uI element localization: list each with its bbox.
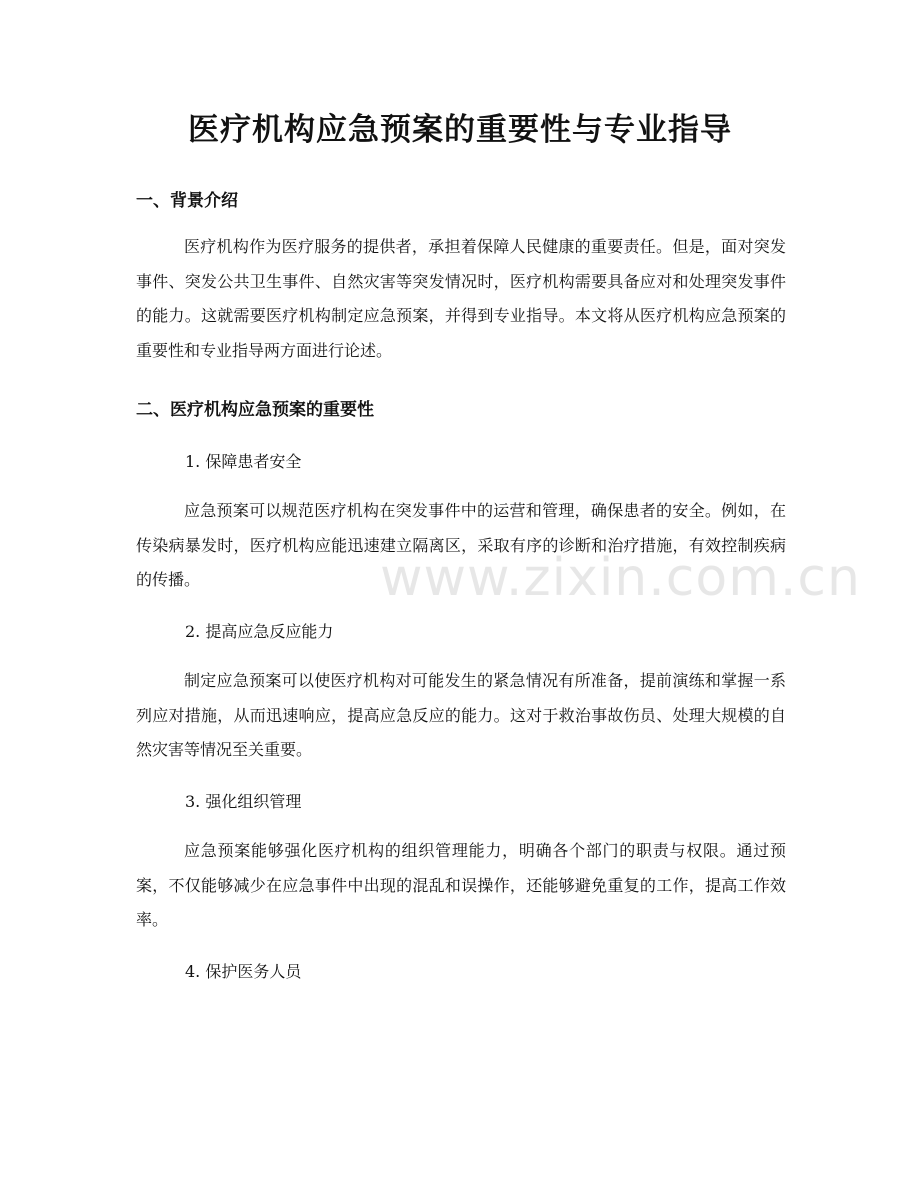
paragraph-background: 医疗机构作为医疗服务的提供者，承担着保障人民健康的重要责任。但是，面对突发事件、突发公共卫生事件、自然灾害等突发情况时，医疗机构需要具备应对和处理突发事件的能力。这就需要医疗机构制定应急预案，并得到专业指导。本文将从医疗机构应急预案的重要性和专业指导两方面进行论述。 bbox=[136, 237, 786, 360]
subheading-organization-management: 3. 强化组织管理 bbox=[185, 792, 302, 811]
section-heading-background: 一、背景介绍 bbox=[136, 191, 238, 211]
subheading-protect-medical-staff: 4. 保护医务人员 bbox=[185, 962, 302, 981]
watermark: www.zixin.com.cn bbox=[380, 548, 861, 608]
subheading-patient-safety: 1. 保障患者安全 bbox=[185, 452, 302, 471]
paragraph-emergency-response: 制定应急预案可以使医疗机构对可能发生的紧急情况有所准备，提前演练和掌握一系列应对措施，从而迅速响应，提高应急反应的能力。这对于救治事故伤员、处理大规模的自然灾害等情况至关重要。 bbox=[136, 671, 786, 759]
subheading-emergency-response: 2. 提高应急反应能力 bbox=[185, 622, 334, 641]
document-title: 医疗机构应急预案的重要性与专业指导 bbox=[188, 112, 732, 148]
paragraph-patient-safety: 应急预案可以规范医疗机构在突发事件中的运营和管理，确保患者的安全。例如，在传染病暴发时，医疗机构应能迅速建立隔离区，采取有序的诊断和治疗措施，有效控制疾病的传播。 bbox=[136, 501, 786, 589]
section-heading-importance: 二、医疗机构应急预案的重要性 bbox=[136, 400, 374, 420]
paragraph-organization-management: 应急预案能够强化医疗机构的组织管理能力，明确各个部门的职责与权限。通过预案，不仅能够减少在应急事件中出现的混乱和误操作，还能够避免重复的工作，提高工作效率。 bbox=[136, 841, 786, 929]
